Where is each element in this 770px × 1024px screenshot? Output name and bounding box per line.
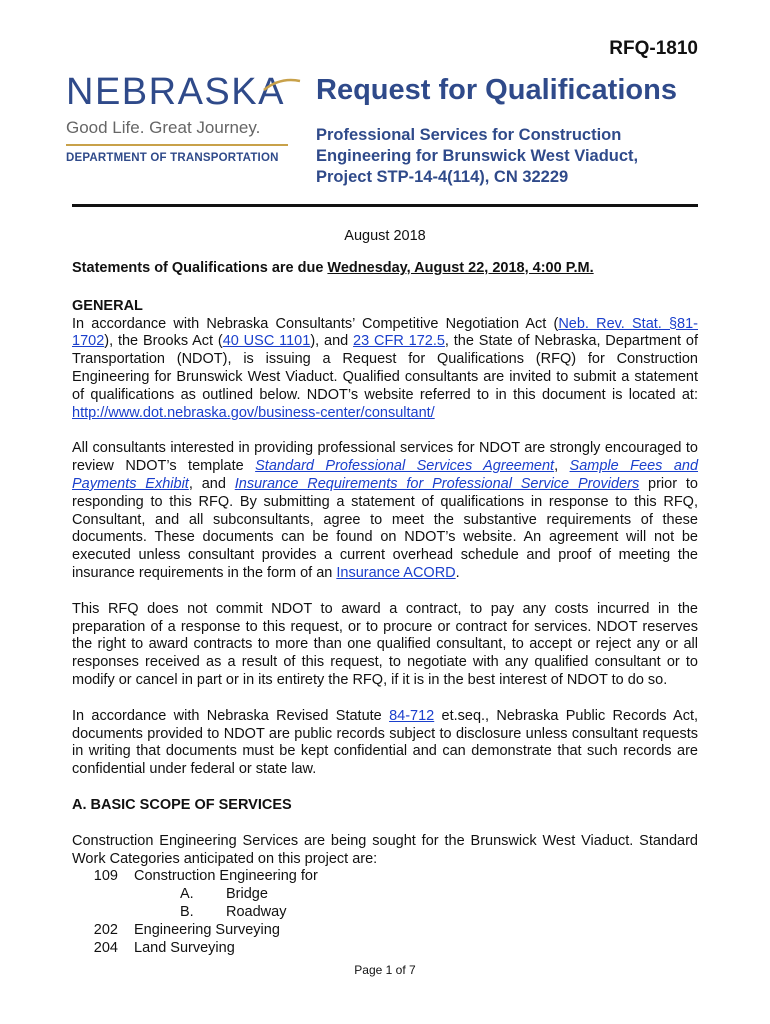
general-paragraph-4	[72, 708, 698, 779]
page-title: Request for Qualifications	[316, 74, 677, 106]
page-subtitle	[316, 125, 716, 188]
statute-84-712-link[interactable]: 84-712	[389, 707, 435, 724]
category-label: Construction Engineering for	[134, 868, 318, 885]
category-code: 202	[93, 921, 118, 938]
document-body	[72, 260, 698, 957]
list-item	[72, 904, 698, 922]
text-run: ), and	[310, 333, 354, 350]
list-item	[72, 886, 698, 904]
list-item	[72, 922, 698, 940]
category-label: Roadway	[226, 903, 287, 920]
list-item	[72, 868, 698, 886]
due-statement	[72, 260, 698, 278]
category-code: 109	[93, 868, 118, 885]
insurance-acord-link[interactable]: Insurance ACORD	[336, 564, 456, 581]
subtitle-line: Professional Services for Construction	[316, 126, 622, 144]
text-run: et.seq., Nebraska Public Records Act, documents provided to NDOT are public records subject to disclosure unless consultant requests in writing that documents must be kept confidential and can demonstrate that such records are confidential under federal or state law.	[72, 707, 699, 778]
general-heading: GENERAL	[72, 297, 143, 314]
sub-letter: B.	[180, 903, 194, 920]
text-run: In accordance with Nebraska Consultants’ Competitive Negotiation Act (	[72, 315, 559, 332]
text-run: prior to responding to this RFQ. By submitting a statement of qualifications in response to this RFQ, Consultant, and all subconsultants, agree to meet the substantive requirements of these documents. These documents can be found on NDOT’s website. An agreement will not be executed unless consultant provides a current overhead schedule and proof of meeting the insurance requirements in the form of an	[72, 475, 698, 581]
logo-department: DEPARTMENT OF TRANSPORTATION	[66, 152, 279, 164]
category-code: 204	[93, 939, 118, 956]
sample-fees-link[interactable]: Sample Fees and Payments Exhibit	[72, 458, 699, 492]
subtitle-line: Project STP-14-4(114), CN 32229	[316, 168, 569, 186]
text-run: In accordance with Nebraska Revised Statute	[72, 707, 390, 724]
page-number: Page 1 of 7	[354, 963, 416, 977]
insurance-requirements-link[interactable]: Insurance Requirements for Professional Service Providers	[234, 475, 640, 492]
header-divider	[72, 204, 698, 207]
work-category-list	[72, 868, 698, 957]
text-run: .	[455, 564, 460, 581]
text-run: , the State of Nebraska, Department of Transportation (NDOT), is issuing a Request for Qualifications (RFQ) for Construction Engineering for Brunswick West Viaduct. Qualified consultants are invited to submit a statement of qualifications as outlined below. NDOT’s website referred to in this document is located at:	[72, 333, 698, 403]
issue-date: August 2018	[344, 228, 426, 244]
general-paragraph-3: This RFQ does not commit NDOT to award a contract, to pay any costs incurred in the preparation of a response to this request, or to procure or contract for services. NDOT reserves the right to award contracts to more than one qualified consultant, to accept or reject any or all responses received as a result of this request, to negotiate with any qualified consultant or to modify or cancel in part or in its entirety the RFQ, if it is in the best interest of NDOT to do so.	[72, 600, 698, 688]
text-run: All consultants interested in providing professional services for NDOT are strongly encouraged to review NDOT’s template	[72, 440, 698, 475]
scope-heading: A. BASIC SCOPE OF SERVICES	[72, 796, 292, 813]
logo-swoosh-icon	[262, 75, 302, 93]
logo-wordmark: NEBRASKA	[66, 71, 285, 113]
text-run: ), the Brooks Act (	[104, 333, 223, 350]
text-run: ,	[554, 458, 570, 475]
sub-letter: A.	[180, 886, 194, 903]
due-prefix: Statements of Qualifications are due	[72, 260, 328, 276]
cfr-172-link[interactable]: 23 CFR 172.5	[353, 333, 445, 350]
scope-intro: Construction Engineering Services are being sought for the Brunswick West Viaduct. Standard Work Categories anticipated on this project are:	[72, 832, 698, 867]
consultant-site-link[interactable]: http://www.dot.nebraska.gov/business-center/consultant/	[72, 404, 435, 421]
logo-divider	[66, 144, 288, 146]
subtitle-line: Engineering for Brunswick West Viaduct,	[316, 147, 639, 165]
list-item	[72, 940, 698, 958]
rfq-number: RFQ-1810	[609, 38, 698, 59]
category-label: Bridge	[226, 886, 268, 903]
category-label: Land Surveying	[134, 939, 235, 956]
text-run: , and	[188, 475, 235, 492]
general-paragraph-1	[72, 316, 698, 423]
general-paragraph-2	[72, 440, 698, 582]
usc-1101-link[interactable]: 40 USC 1101	[222, 333, 311, 350]
standard-agreement-link[interactable]: Standard Professional Services Agreement	[255, 458, 555, 475]
category-label: Engineering Surveying	[134, 921, 280, 938]
ndot-logo	[66, 72, 298, 164]
logo-tagline: Good Life. Great Journey.	[66, 118, 261, 137]
neb-rev-stat-link[interactable]: Neb. Rev. Stat. §81-1702	[72, 315, 698, 350]
due-date: Wednesday, August 22, 2018, 4:00 P.M.	[327, 260, 594, 276]
